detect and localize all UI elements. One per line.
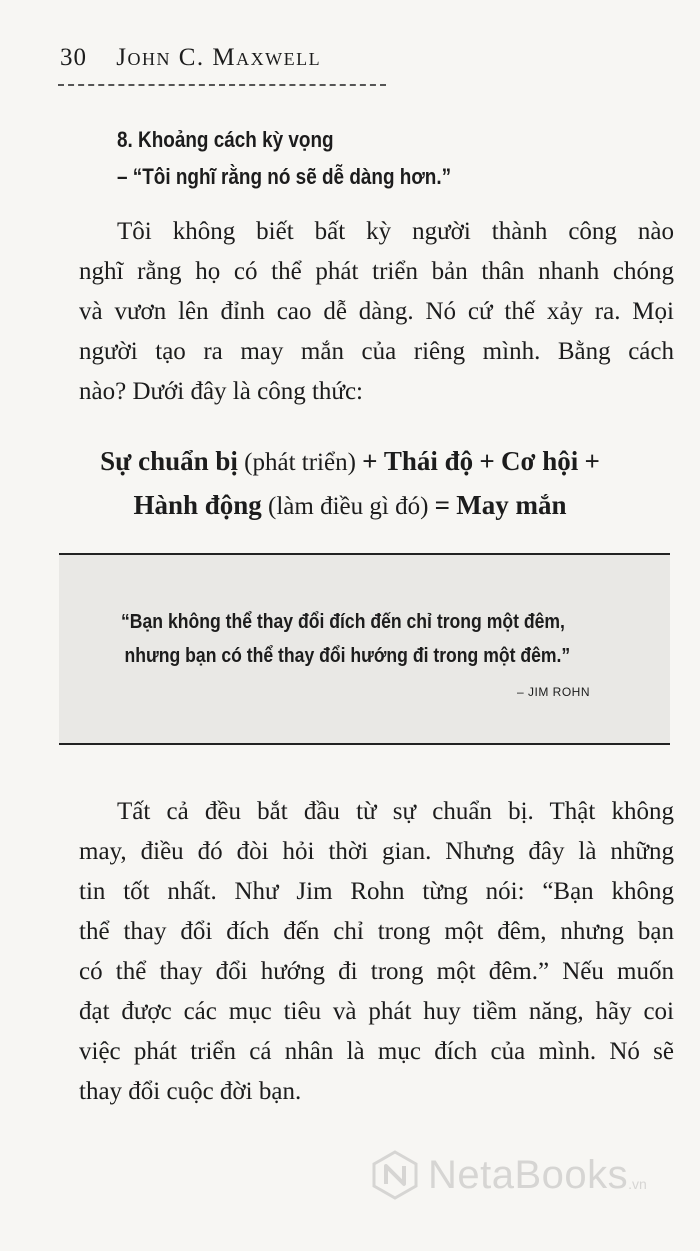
success-formula <box>0 440 700 528</box>
netabooks-logo-icon <box>370 1150 420 1200</box>
paragraph-line: nghĩ rằng họ có thể phát triển bản thân nhanh chóng <box>79 258 674 285</box>
pull-quote-text <box>121 605 596 673</box>
running-header <box>60 44 321 72</box>
paragraph-line: thể thay đổi đích đến chỉ trong một đêm, nhưng bạn <box>79 918 674 945</box>
formula-term-action: Hành động <box>133 490 262 520</box>
header-divider <box>58 84 386 86</box>
formula-plus: + <box>479 446 495 476</box>
paragraph-line: và vươn lên đỉnh cao dễ dàng. Nó cứ thế xảy ra. Mọi <box>79 298 674 325</box>
formula-line-1 <box>0 440 700 484</box>
section-heading <box>117 121 451 195</box>
paragraph-line: may, điều đó đòi hỏi thời gian. Nhưng đây là những <box>79 838 674 865</box>
formula-equals: = <box>434 490 451 520</box>
formula-term-attitude: Thái độ <box>383 446 474 476</box>
paragraph-line: tin tốt nhất. Như Jim Rohn từng nói: “Bạn không <box>79 878 674 905</box>
formula-note-action: (làm điều gì đó) <box>268 493 429 520</box>
watermark-tld: .vn <box>628 1176 647 1192</box>
formula-line-2 <box>0 484 700 528</box>
paragraph-line: thay đổi cuộc đời bạn. <box>79 1078 302 1105</box>
paragraph-line: việc phát triển cá nhân là mục đích của mình. Nó sẽ <box>79 1038 674 1065</box>
pull-quote-line: nhưng bạn có thể thay đổi hướng đi trong một đêm.” <box>124 645 571 667</box>
formula-term-preparation: Sự chuẩn bị <box>100 446 238 476</box>
pull-quote-box <box>59 553 670 745</box>
formula-term-opportunity: Cơ hội <box>501 446 579 476</box>
paragraph-line: nào? Dưới đây là công thức: <box>79 378 363 405</box>
pull-quote-author: – JIM ROHN <box>516 685 590 699</box>
section-heading-title: 8. Khoảng cách kỳ vọng <box>117 127 334 152</box>
paragraph-intro <box>79 212 674 412</box>
paragraph-conclusion <box>79 792 674 1112</box>
paragraph-line: có thể thay đổi hướng đi trong một đêm.” Nếu muốn <box>79 958 674 985</box>
formula-plus: + <box>584 446 600 476</box>
running-header-author: John C. Maxwell <box>116 44 322 71</box>
formula-note-development: (phát triển) <box>244 449 356 476</box>
paragraph-line: người tạo ra may mắn của riêng mình. Bằng cách <box>79 338 674 365</box>
section-heading-subtitle: – “Tôi nghĩ rằng nó sẽ dễ dàng hơn.” <box>117 164 452 189</box>
formula-result-luck: May mắn <box>456 490 567 520</box>
netabooks-watermark <box>370 1150 647 1200</box>
paragraph-line: Tất cả đều bắt đầu từ sự chuẩn bị. Thật không <box>117 798 674 825</box>
pull-quote-line: “Bạn không thể thay đổi đích đến chỉ trong một đêm, <box>121 611 565 633</box>
watermark-brand: NetaBooks <box>428 1152 629 1197</box>
formula-plus: + <box>362 446 378 476</box>
paragraph-line: Tôi không biết bất kỳ người thành công nào <box>117 218 674 245</box>
paragraph-line: đạt được các mục tiêu và phát huy tiềm năng, hãy coi <box>79 998 674 1025</box>
page-number: 30 <box>60 44 87 71</box>
